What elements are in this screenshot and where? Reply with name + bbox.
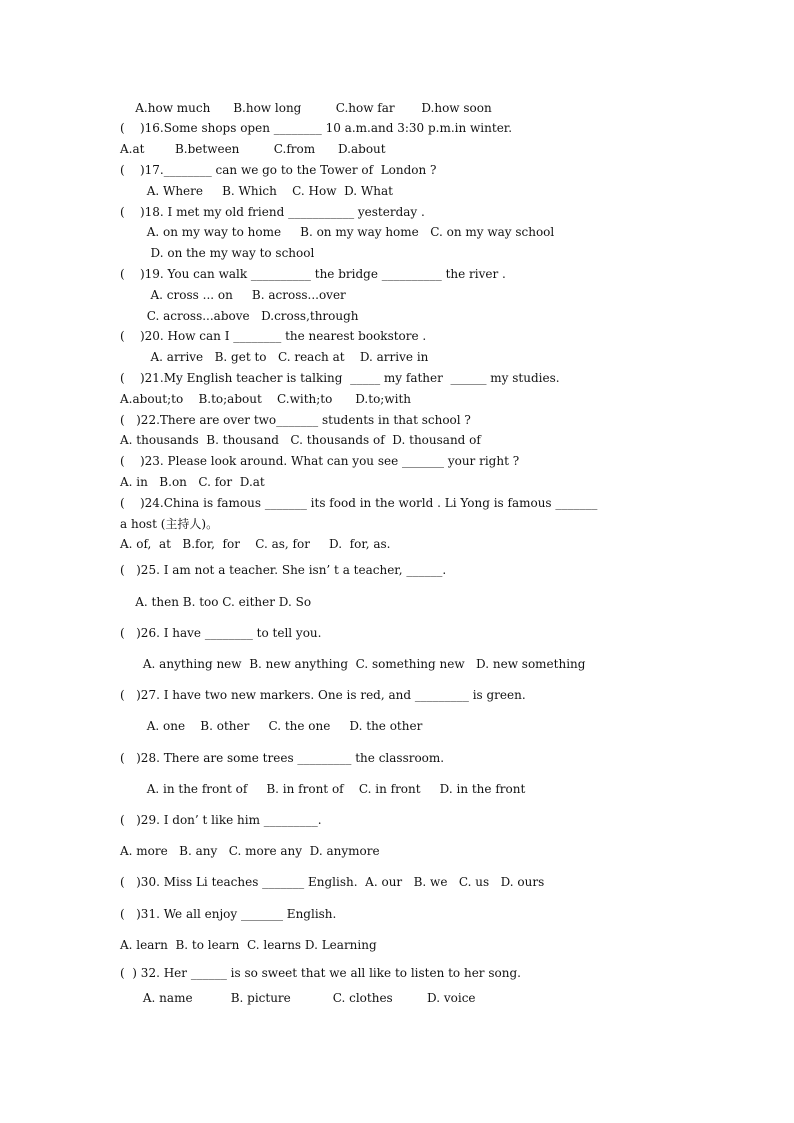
question-24-cont: a host (主持人)。 — [120, 517, 219, 531]
question-26: ( )26. I have ________ to tell you. — [120, 626, 322, 640]
options-18-a: A. on my way to home B. on my way home C. on my way school — [120, 225, 555, 239]
question-18: ( )18. I met my old friend ___________ yesterday . — [120, 205, 425, 219]
question-19: ( )19. You can walk __________ the bridge __________ the river . — [120, 267, 506, 281]
options-21: A.about;to B.to;about C.with;to D.to;with — [120, 392, 411, 406]
options-29: A. more B. any C. more any D. anymore — [120, 844, 380, 858]
question-30: ( )30. Miss Li teaches _______ English. A. our B. we C. us D. ours — [120, 875, 545, 889]
question-16: ( )16.Some shops open ________ 10 a.m.and 3:30 p.m.in winter. — [120, 121, 513, 135]
text-line-1: A.how much B.how long C.how far D.how soon — [120, 101, 492, 115]
question-25: ( )25. I am not a teacher. She isn’ t a teacher, ______. — [120, 563, 447, 577]
options-18-b: D. on the my way to school — [120, 246, 315, 260]
options-27: A. one B. other C. the one D. the other — [120, 719, 423, 733]
question-17: ( )17.________ can we go to the Tower of London ? — [120, 163, 437, 177]
question-24: ( )24.China is famous _______ its food in the world . Li Yong is famous _______ — [120, 496, 598, 510]
options-17: A. Where B. Which C. How D. What — [120, 184, 393, 198]
question-27: ( )27. I have two new markers. One is red, and _________ is green. — [120, 688, 526, 702]
options-26: A. anything new B. new anything C. something new D. new something — [120, 657, 586, 671]
options-16: A.at B.between C.from D.about — [120, 142, 386, 156]
options-32: A. name B. picture C. clothes D. voice — [120, 991, 476, 1005]
options-25: A. then B. too C. either D. So — [120, 595, 312, 609]
question-29: ( )29. I don’ t like him _________. — [120, 813, 322, 827]
options-24: A. of, at B.for, for C. as, for D. for, as. — [120, 537, 391, 551]
question-23: ( )23. Please look around. What can you see _______ your right ? — [120, 454, 520, 468]
question-31: ( )31. We all enjoy _______ English. — [120, 907, 337, 921]
options-20: A. arrive B. get to C. reach at D. arrive in — [120, 350, 429, 364]
question-22: ( )22.There are over two_______ students in that school ? — [120, 413, 471, 427]
question-21: ( )21.My English teacher is talking _____ my father ______ my studies. — [120, 371, 560, 385]
options-19-a: A. cross ... on B. across...over — [120, 288, 346, 302]
options-31: A. learn B. to learn C. learns D. Learning — [120, 938, 377, 952]
options-28: A. in the front of B. in front of C. in front D. in the front — [120, 782, 526, 796]
question-28: ( )28. There are some trees _________ the classroom. — [120, 751, 445, 765]
options-22: A. thousands B. thousand C. thousands of D. thousand of — [120, 433, 481, 447]
options-23: A. in B.on C. for D.at — [120, 475, 265, 489]
question-20: ( )20. How can I ________ the nearest bookstore . — [120, 329, 427, 343]
options-19-b: C. across...above D.cross,through — [120, 309, 359, 323]
question-32: ( ) 32. Her ______ is so sweet that we all like to listen to her song. — [120, 966, 521, 980]
